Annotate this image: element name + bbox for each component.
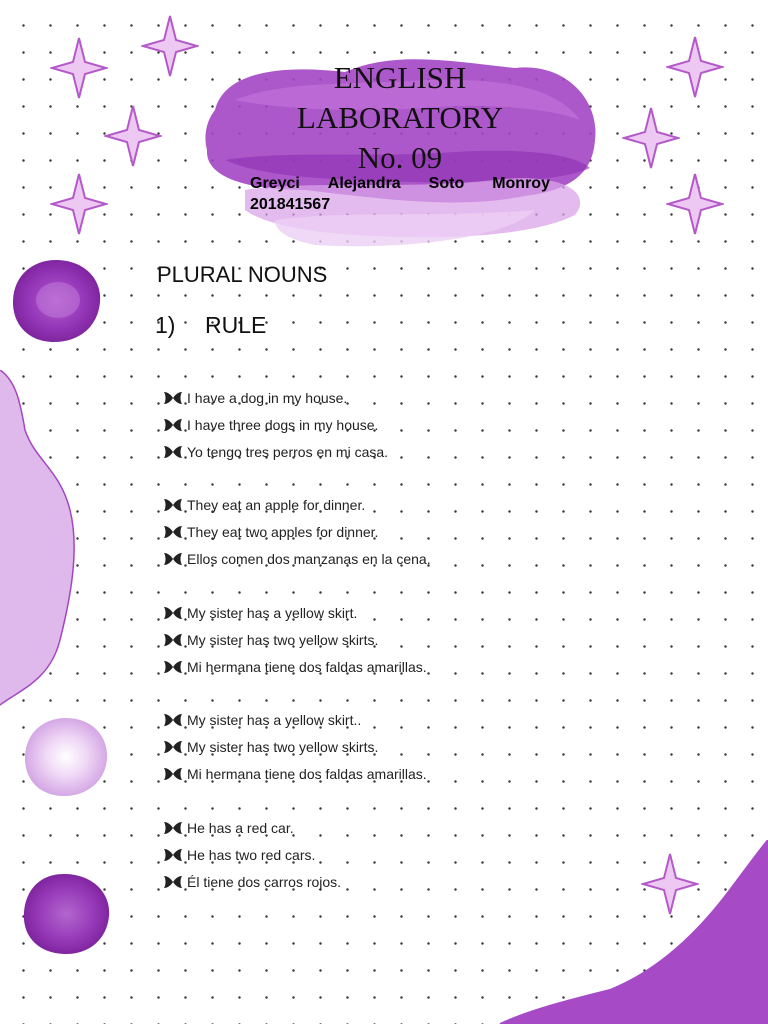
sentence-item xyxy=(162,599,522,626)
sentence-text: My sister has a yellow skirt.. xyxy=(187,712,362,728)
author-name-word: Monroy xyxy=(492,175,550,192)
sentence-item xyxy=(162,546,522,573)
author-name xyxy=(250,173,550,194)
sentence-item xyxy=(162,868,522,895)
sentence-text: Él tiene dos carros rojos. xyxy=(187,873,342,890)
sentence-item xyxy=(162,384,522,411)
bow-bullet-icon xyxy=(162,632,187,648)
bow-bullet-icon xyxy=(162,497,187,513)
sentence-item xyxy=(162,653,522,680)
sentence-text: My sister has two yellow skirts. xyxy=(187,739,379,755)
bow-bullet-icon xyxy=(162,659,187,675)
sentence-item xyxy=(162,411,522,438)
bow-bullet-icon xyxy=(162,766,187,782)
bow-bullet-icon xyxy=(162,874,187,890)
bow-bullet-icon xyxy=(162,712,187,728)
title-line: LABORATORY xyxy=(296,100,504,135)
bow-bullet-icon xyxy=(162,605,187,621)
sparkle-star-icon xyxy=(50,172,108,236)
sentence-item xyxy=(162,814,522,841)
title-line: ENGLISH xyxy=(333,60,467,95)
sentence-text: Mi hermana tiene dos faldas amarillas. xyxy=(187,658,427,675)
watercolor-circle-dark xyxy=(8,256,104,346)
corner-wave-shape xyxy=(490,840,768,1024)
rule-heading xyxy=(155,312,266,339)
bow-bullet-icon xyxy=(162,524,187,540)
sentence-text: My sister has two yellow skirts. xyxy=(187,631,379,648)
sentence-item xyxy=(162,626,522,653)
bow-bullet-icon xyxy=(162,739,187,755)
sparkle-star-icon xyxy=(666,35,724,99)
sentence-item xyxy=(162,492,522,519)
watercolor-circle-light xyxy=(20,714,112,800)
side-wave-shape xyxy=(0,370,90,710)
sentence-text: Ellos comen dos manzanas en la cena. xyxy=(187,551,431,567)
sentence-group xyxy=(162,814,522,895)
sentence-list xyxy=(162,384,522,922)
bow-bullet-icon xyxy=(162,551,187,567)
sentence-item xyxy=(162,519,522,546)
sentence-item xyxy=(162,841,522,868)
bow-bullet-icon xyxy=(162,390,187,406)
sentence-item xyxy=(162,707,522,734)
bow-bullet-icon xyxy=(162,444,187,460)
sentence-text: My sister has a yellow skirt. xyxy=(187,604,358,621)
sentence-item xyxy=(162,438,522,465)
sentence-text: He has a red car. xyxy=(187,819,294,836)
author-name-word: Greyci xyxy=(250,175,300,192)
sentence-text: Mi hermana tiene dos faldas amarillas. xyxy=(187,766,427,782)
sentence-text: They eat an apple for dinner. xyxy=(187,497,366,513)
sentence-text: I have three dogs in my house. xyxy=(187,416,379,433)
sentence-item xyxy=(162,734,522,761)
sentence-group xyxy=(162,492,522,573)
sentence-text: I have a dog in my house. xyxy=(187,389,348,406)
sentence-text: Yo tengo tres perros en mi casa. xyxy=(187,443,389,460)
lab-title xyxy=(250,58,550,178)
rule-label: RULE xyxy=(205,312,267,338)
author-name-word: Alejandra xyxy=(327,175,401,192)
sentence-text: He has two red cars. xyxy=(187,846,316,863)
sentence-group xyxy=(162,384,522,465)
sparkle-star-icon xyxy=(50,36,108,100)
sentence-group xyxy=(162,599,522,680)
rule-number: 1) xyxy=(155,312,176,338)
sparkle-star-icon xyxy=(141,14,199,78)
sparkle-star-icon xyxy=(666,172,724,236)
watercolor-circle-dark xyxy=(18,870,114,958)
bow-bullet-icon xyxy=(162,820,187,836)
sparkle-star-icon xyxy=(622,106,680,170)
author-block xyxy=(250,173,550,215)
sentence-text: They eat two apples for dinner. xyxy=(187,524,379,540)
author-name-word: Soto xyxy=(428,175,465,192)
bow-bullet-icon xyxy=(162,417,187,433)
sentence-group xyxy=(162,707,522,788)
author-id: 201841567 xyxy=(250,196,331,213)
sentence-item xyxy=(162,761,522,788)
bow-bullet-icon xyxy=(162,847,187,863)
title-line: No. 09 xyxy=(357,140,443,175)
sparkle-star-icon xyxy=(104,104,162,168)
section-heading: PLURAL NOUNS xyxy=(157,262,328,287)
